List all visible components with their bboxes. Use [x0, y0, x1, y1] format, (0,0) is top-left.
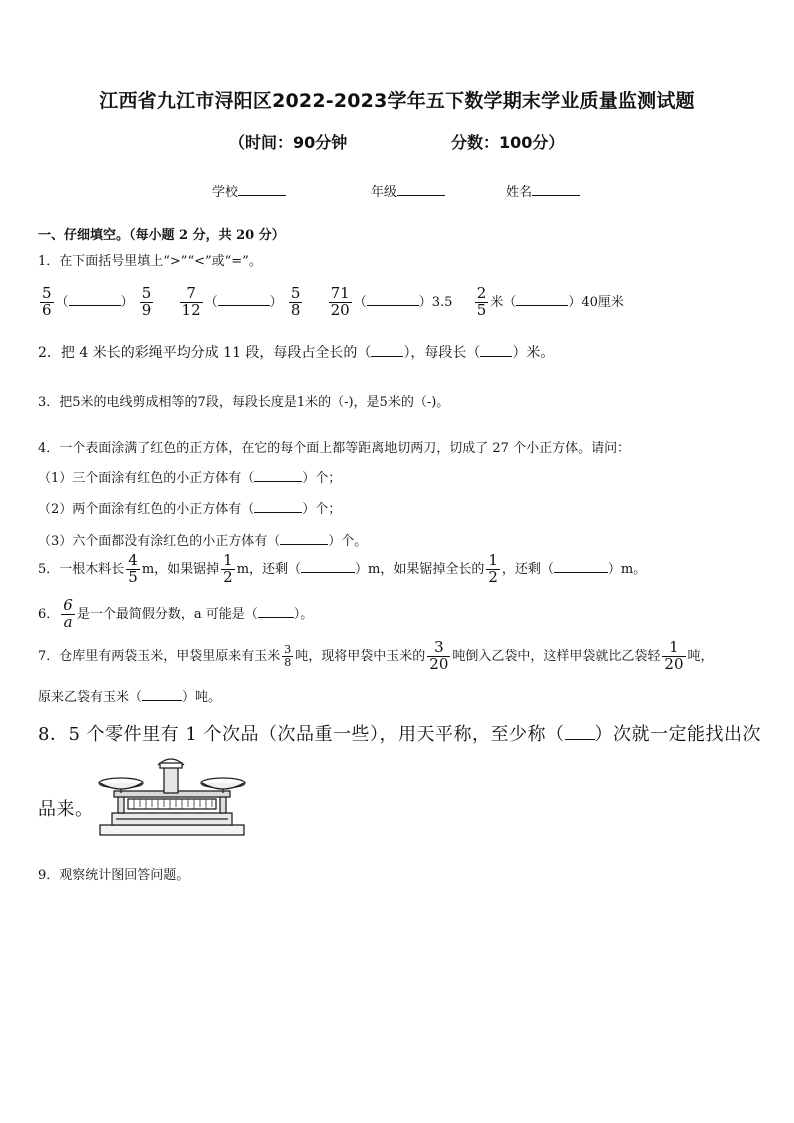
answer-blank[interactable]	[554, 559, 608, 573]
answer-blank[interactable]	[480, 343, 512, 357]
school-blank[interactable]	[238, 183, 286, 196]
page-title: 江西省九江市浔阳区2022-2023学年五下数学期末学业质量监测试题	[99, 90, 695, 112]
fraction: $\frac{5}{8}$	[290, 284, 301, 319]
answer-blank[interactable]	[565, 723, 595, 740]
fraction: $\frac{3}{20}$	[429, 638, 449, 673]
exam-time: （时间：90分钟	[229, 133, 348, 152]
answer-blank[interactable]	[371, 343, 403, 357]
grade-blank[interactable]	[397, 183, 445, 196]
question-8: 8．5 个零件里有 1 个次品（次品重一些），用天平称，至少称（ ）次就一定能找出次	[38, 724, 762, 745]
question-6: 6． $\frac{6}{a}$ 是一个最简假分数，a 可能是（ ）。	[38, 596, 314, 631]
answer-blank[interactable]	[142, 687, 182, 701]
balance-scale-image	[94, 755, 250, 847]
question-4-part-3: （3）六个面都没有涂红色的小正方体有（ ）个。	[38, 530, 367, 549]
answer-blank[interactable]	[516, 292, 568, 306]
school-field[interactable]	[212, 181, 286, 200]
answer-blank[interactable]	[218, 292, 270, 306]
question-1-text: 1．在下面括号里填上“>”“<”或“=”。	[38, 254, 262, 269]
question-1-items: $\frac{5}{6}$ （ ） $\frac{5}{9}$ $\frac{7}{12}$ （ ） $\frac{5}{8}$ $\frac{71}{20}$ （ ）3.5 $\frac{2}{5}$ 米（ ）40厘米	[42, 284, 624, 319]
question-7: 7．仓库里有两袋玉米，甲袋里原来有玉米 $\frac{3}{8}$ 吨，现将甲袋中玉米的 $\frac{3}{20}$ 吨倒入乙袋中，这样甲袋就比乙袋轻 $\frac{1}{20}$ 吨，	[38, 638, 714, 673]
school-label: 学校	[212, 185, 239, 200]
fraction: $\frac{5}{9}$	[141, 284, 152, 319]
question-7-line-2: 原来乙袋有玉米（ ）吨。	[38, 686, 221, 705]
grade-field[interactable]	[371, 181, 445, 200]
fraction: $\frac{3}{8}$	[284, 643, 292, 669]
answer-blank[interactable]	[254, 499, 302, 513]
exam-score: 分数：100分）	[451, 133, 565, 152]
question-4-part-1: （1）三个面涂有红色的小正方体有（ ）个；	[38, 467, 341, 486]
answer-blank[interactable]	[254, 468, 302, 482]
question-3: 3．把5米的电线剪成相等的7段，每段长度是1米的（-)，是5米的（-)。	[38, 395, 450, 410]
name-field[interactable]	[506, 181, 580, 200]
answer-blank[interactable]	[258, 604, 294, 618]
grade-label: 年级	[371, 185, 398, 200]
section-heading: 一、仔细填空。（每小题 2 分，共 20 分）	[38, 228, 285, 243]
answer-blank[interactable]	[367, 292, 419, 306]
question-9: 9．观察统计图回答问题。	[38, 868, 190, 883]
answer-blank[interactable]	[280, 531, 328, 545]
fraction: $\frac{6}{a}$	[63, 596, 73, 631]
question-8-line-2: 品来。	[38, 799, 94, 820]
question-4-part-2: （2）两个面涂有红色的小正方体有（ ）个；	[38, 498, 341, 517]
fraction: $\frac{5}{6}$	[42, 284, 52, 319]
fraction: $\frac{4}{5}$	[128, 551, 138, 586]
answer-blank[interactable]	[301, 559, 355, 573]
question-5: 5．一根木料长 $\frac{4}{5}$ m，如果锯掉 $\frac{1}{2}$ m，还剩（ ）m，如果锯掉全长的 $\frac{1}{2}$ ，还剩（ ）m。	[38, 551, 647, 586]
name-blank[interactable]	[532, 183, 580, 196]
fraction: $\frac{71}{20}$	[330, 284, 350, 319]
answer-blank[interactable]	[69, 292, 121, 306]
fraction: $\frac{1}{2}$	[223, 551, 233, 586]
fraction: $\frac{2}{5}$	[476, 284, 487, 319]
fraction: $\frac{1}{2}$	[488, 551, 498, 586]
fraction: $\frac{1}{20}$	[664, 638, 684, 673]
fraction: $\frac{7}{12}$	[181, 284, 201, 319]
question-4-text: 4．一个表面涂满了红色的正方体，在它的每个面上都等距离地切两刀，切成了 27 个小正方体。请问：	[38, 441, 631, 456]
name-label: 姓名	[506, 185, 533, 200]
question-2: 2．把 4 米长的彩绳平均分成 11 段，每段占全长的（ ），每段长（ ）米。	[38, 345, 555, 361]
